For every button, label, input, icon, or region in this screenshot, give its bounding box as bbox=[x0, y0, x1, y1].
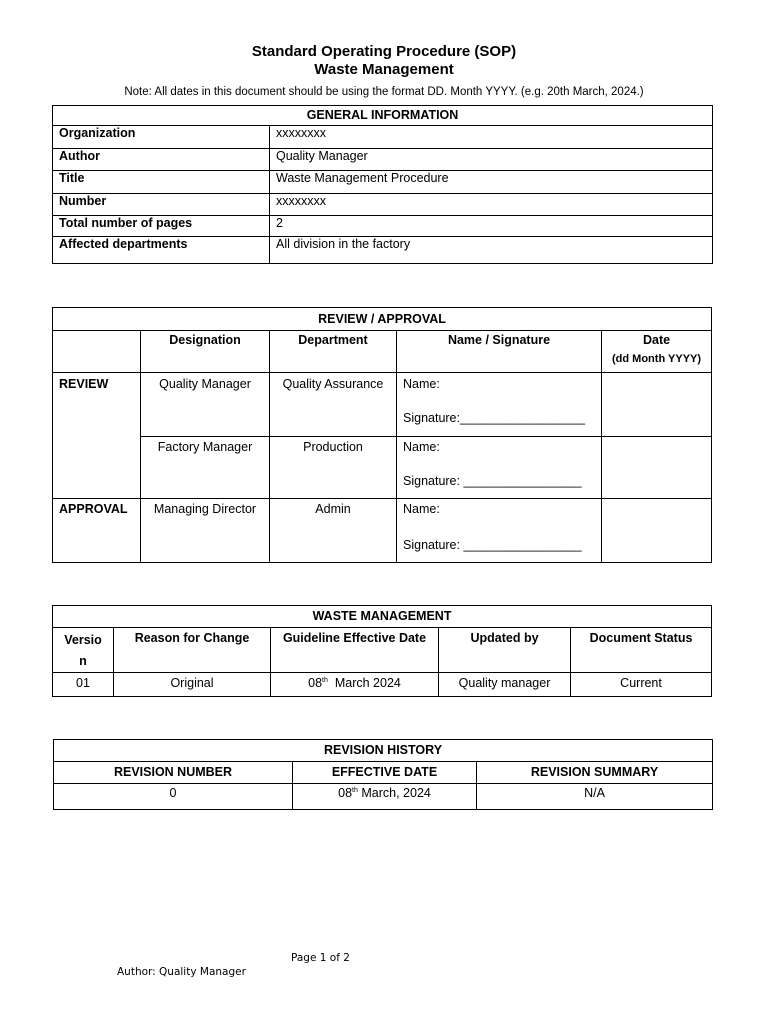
table-header-row bbox=[53, 331, 712, 373]
row-value: Waste Management Procedure bbox=[270, 171, 713, 194]
revision-number-cell: 0 bbox=[54, 784, 293, 810]
table-row bbox=[53, 216, 713, 237]
signature-line: Signature:__________________ bbox=[403, 411, 586, 425]
designation-cell: Managing Director bbox=[141, 499, 270, 563]
review-approval-table bbox=[52, 307, 712, 563]
name-label: Name: bbox=[403, 502, 440, 516]
row-label: Organization bbox=[53, 126, 270, 149]
table-row bbox=[53, 171, 713, 194]
date-suffix: th bbox=[322, 676, 328, 684]
row-value: xxxxxxxx bbox=[270, 194, 713, 216]
name-signature-cell bbox=[397, 373, 602, 437]
row-label: Author bbox=[53, 149, 270, 171]
date-suffix: th bbox=[352, 786, 358, 794]
column-header-document-status: Document Status bbox=[571, 628, 712, 673]
date-day: 08 bbox=[338, 786, 353, 800]
version-cell: 01 bbox=[53, 673, 114, 697]
column-header-revision-summary: REVISION SUMMARY bbox=[477, 762, 713, 784]
column-header-revision-number: REVISION NUMBER bbox=[54, 762, 293, 784]
updated-by-cell: Quality manager bbox=[439, 673, 571, 697]
document-title: Standard Operating Procedure (SOP) bbox=[251, 43, 517, 60]
signature-line: Signature: _________________ bbox=[403, 538, 582, 552]
revision-history-table bbox=[53, 739, 713, 810]
version-label-line1: Versio bbox=[64, 633, 102, 647]
document-status-cell: Current bbox=[571, 673, 712, 697]
empty-cell bbox=[53, 331, 141, 373]
column-header-updated-by: Updated by bbox=[439, 628, 571, 673]
row-label: Title bbox=[53, 171, 270, 194]
row-value: All division in the factory bbox=[270, 237, 713, 264]
page-number: Page 1 of 2 bbox=[291, 952, 350, 964]
effective-date-cell bbox=[271, 673, 439, 697]
version-label-line2: n bbox=[79, 654, 87, 668]
signature-line: Signature: _________________ bbox=[403, 474, 582, 488]
revision-summary-cell: N/A bbox=[477, 784, 713, 810]
date-cell bbox=[602, 373, 712, 437]
table-header-row bbox=[53, 628, 712, 673]
name-signature-cell bbox=[397, 499, 602, 563]
date-rest: March, 2024 bbox=[357, 786, 431, 800]
document-subtitle: Waste Management bbox=[314, 61, 454, 78]
footer-author: Author: Quality Manager bbox=[117, 966, 246, 978]
approval-label: APPROVAL bbox=[53, 499, 141, 563]
name-label: Name: bbox=[403, 377, 440, 391]
waste-management-table bbox=[52, 605, 712, 697]
department-cell: Production bbox=[270, 437, 397, 499]
review-label: REVIEW bbox=[53, 373, 141, 499]
column-header-effective-date: Guideline Effective Date bbox=[271, 628, 439, 673]
column-header-name-signature: Name / Signature bbox=[397, 331, 602, 373]
table-row bbox=[54, 784, 713, 810]
revision-history-heading: REVISION HISTORY bbox=[54, 740, 713, 762]
table-row bbox=[53, 149, 713, 171]
designation-cell: Factory Manager bbox=[141, 437, 270, 499]
date-day: 08 bbox=[308, 676, 323, 690]
table-row bbox=[53, 237, 713, 264]
column-header-date bbox=[602, 331, 712, 373]
table-row bbox=[53, 373, 712, 437]
name-label: Name: bbox=[403, 440, 440, 454]
designation-cell: Quality Manager bbox=[141, 373, 270, 437]
name-signature-cell bbox=[397, 437, 602, 499]
date-rest: March 2024 bbox=[327, 676, 401, 690]
column-header-reason: Reason for Change bbox=[114, 628, 271, 673]
date-cell bbox=[602, 437, 712, 499]
table-row bbox=[53, 126, 713, 149]
review-approval-heading: REVIEW / APPROVAL bbox=[53, 308, 712, 331]
general-information-heading: GENERAL INFORMATION bbox=[53, 106, 713, 126]
date-cell bbox=[602, 499, 712, 563]
general-information-table bbox=[52, 105, 713, 264]
date-label: Date bbox=[642, 333, 671, 347]
reason-cell: Original bbox=[114, 673, 271, 697]
table-row bbox=[53, 499, 712, 563]
effective-date-cell bbox=[293, 784, 477, 810]
date-format-note: Note: All dates in this document should be using the format DD. Month YYYY. (e.g. 20th March, 2024.) bbox=[124, 86, 644, 98]
row-value: Quality Manager bbox=[270, 149, 713, 171]
table-row bbox=[53, 437, 712, 499]
column-header-department: Department bbox=[270, 331, 397, 373]
date-format-label: (dd Month YYYY) bbox=[612, 353, 702, 365]
department-cell: Admin bbox=[270, 499, 397, 563]
table-row bbox=[53, 673, 712, 697]
column-header-designation: Designation bbox=[141, 331, 270, 373]
waste-management-heading: WASTE MANAGEMENT bbox=[53, 606, 712, 628]
row-label: Number bbox=[53, 194, 270, 216]
column-header-effective-date: EFFECTIVE DATE bbox=[293, 762, 477, 784]
table-row bbox=[53, 194, 713, 216]
row-value: xxxxxxxx bbox=[270, 126, 713, 149]
row-label: Affected departments bbox=[53, 237, 270, 264]
row-label: Total number of pages bbox=[53, 216, 270, 237]
column-header-version bbox=[53, 628, 114, 673]
row-value: 2 bbox=[270, 216, 713, 237]
table-header-row bbox=[54, 762, 713, 784]
department-cell: Quality Assurance bbox=[270, 373, 397, 437]
